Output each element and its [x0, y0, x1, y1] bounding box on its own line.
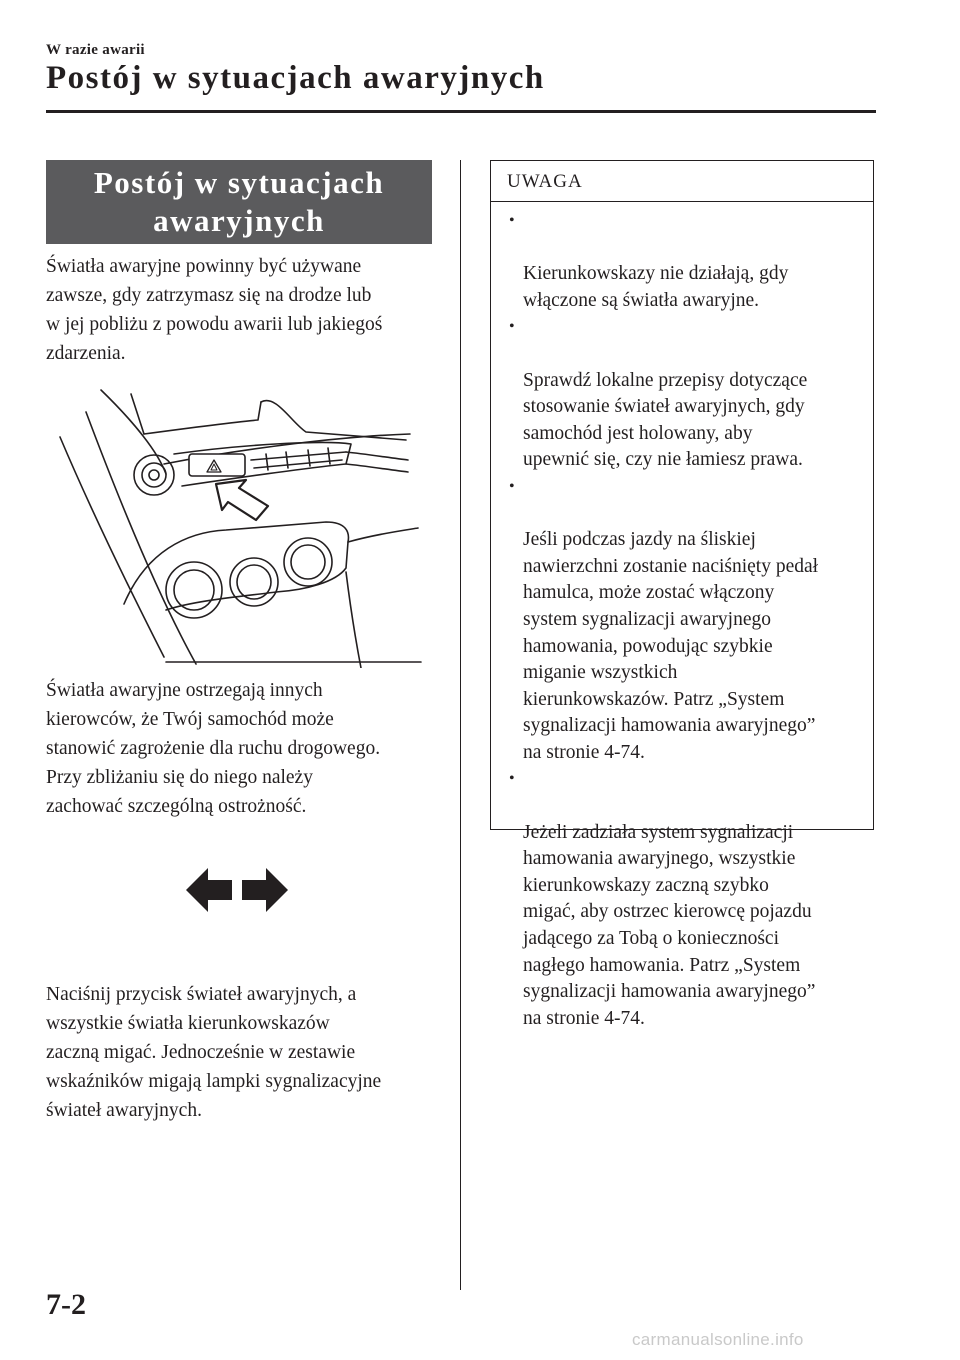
intro-paragraph: Światła awaryjne powinny być używane zawsze, gdy zatrzymasz się na drodze lub w jej pobliżu z powodu awarii lub jakiegoś zdarzenia.: [46, 256, 383, 364]
bullet-icon: •: [509, 212, 515, 229]
note-item: [491, 766, 873, 1032]
note-item-text: Jeśli podczas jazdy na śliskiej nawierzchni zostanie naciśnięty pedał hamulca, może zostać włączony system sygnalizacji awaryjnego hamowania, powodując szybkie miganie wszystkich kierunkowskazów. Patrz „System sygnalizacji hamowania awaryjnego” na stronie 4-74.: [523, 529, 819, 763]
note-item: [491, 208, 873, 314]
page-number: 7-2: [46, 1288, 86, 1321]
section-heading-box: [46, 160, 432, 244]
section-heading: Postój w sytuacjach awaryjnych: [93, 165, 385, 238]
note-list: [491, 202, 873, 1032]
note-item-text: Kierunkowskazy nie działają, gdy włączone są światła awaryjne.: [523, 263, 789, 311]
note-item: [491, 314, 873, 474]
title-rule: [46, 110, 876, 113]
note-header: UWAGA: [491, 161, 873, 202]
note-box: [490, 160, 874, 1029]
note-item: [491, 474, 873, 767]
watermark: carmanualsonline.info: [632, 1330, 804, 1349]
warning-paragraph: Światła awaryjne ostrzegają innych kierowców, że Twój samochód może stanowić zagrożenie dla ruchu drogowego. Przy zbliżaniu się do niego należy zachować szczególną ostrożność.: [46, 680, 381, 817]
note-item-text: Sprawdź lokalne przepisy dotyczące stosowanie świateł awaryjnych, gdy samochód jest holowany, aby upewnić się, czy nie łamiesz prawa.: [523, 369, 808, 471]
column-divider: [460, 160, 461, 1290]
bullet-icon: •: [509, 477, 515, 495]
hazard-button-dashboard-illustration: [46, 382, 446, 668]
instruction-paragraph: Naciśnij przycisk świateł awaryjnych, a wszystkie światła kierunkowskazów zaczną migać. Jednocześnie w zestawie wskaźników migają lampki sygnalizacyjne świateł awaryjnych.: [46, 984, 382, 1121]
bullet-icon: •: [509, 318, 515, 336]
chapter-label: W razie awarii: [46, 42, 145, 58]
note-item-text: Jeżeli zadziała system sygnalizacji hamowania awaryjnego, wszystkie kierunkowskazy zaczną szybko migać, aby ostrzec kierowcę pojazdu jadącego za Tobą o konieczności nagłego hamowania. Patrz „System sygnalizacji hamowania awaryjnego” na stronie 4-74.: [523, 821, 816, 1029]
turn-signal-arrows-icon: [186, 866, 288, 914]
page-title: Postój w sytuacjach awaryjnych: [46, 60, 545, 96]
bullet-icon: •: [509, 770, 515, 788]
